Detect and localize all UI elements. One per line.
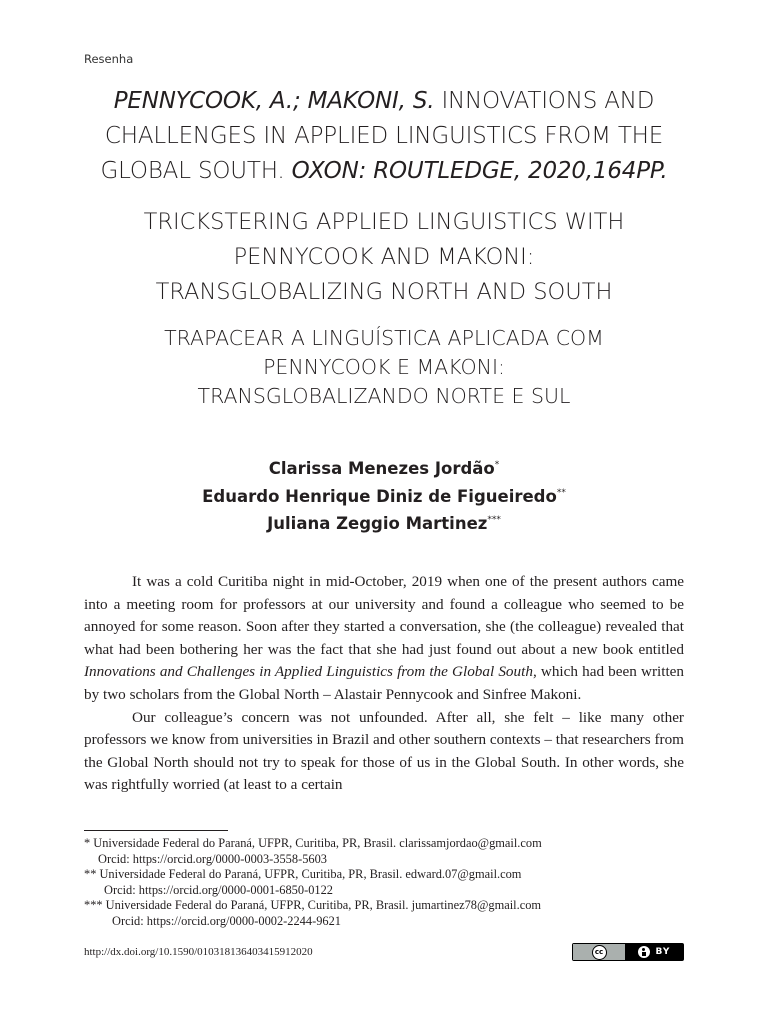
titles-block <box>84 84 684 411</box>
portuguese-title-line: TRAPACEAR A LINGUÍSTICA APLICADA COM <box>164 326 604 350</box>
footnote-affiliation: *** Universidade Federal do Paraná, UFPR, Curitiba, PR, Brasil. jumartinez78@gmail.com <box>84 898 542 913</box>
review-title <box>84 84 684 189</box>
review-title-part2: CHALLENGES IN APPLIED LINGUISTICS FROM THE <box>104 123 664 149</box>
paragraph: It was a cold Curitiba night in mid-October, 2019 when one of the present authors came into a meeting room for professors at our university and found a colleague who seemed to be annoyed for some reason. Soon after they started a conversation, she (the colleague) revealed that what had been bothering her was the fact that she had just found out about a new book entitled Innovations and Challenges in Applied Linguistics from the Global South, which had been written by two scholars from the Global North – Alastair Pennycook and Sinfree Makoni. <box>84 573 684 703</box>
portuguese-title-line: TRANSGLOBALIZANDO NORTE E SUL <box>197 384 571 408</box>
author-name: Eduardo Henrique Diniz de Figueiredo** <box>202 486 566 506</box>
author-name: Clarissa Menezes Jordão* <box>268 459 500 478</box>
book-title: Innovations and Challenges in Applied Linguistics from the Global South <box>84 663 533 681</box>
publisher-info: OXON: ROUTLEDGE, 2020,164PP. <box>291 158 668 184</box>
footnote-mark[interactable]: ** <box>556 487 566 498</box>
creative-commons-icon: cc <box>592 945 607 960</box>
footnote-affiliation: ** Universidade Federal do Paraná, UFPR, Curitiba, PR, Brasil. edward.07@gmail.com <box>84 867 522 882</box>
reviewed-authors: PENNYCOOK, A.; MAKONI, S. <box>113 88 435 114</box>
english-title-line: TRANSGLOBALIZING NORTH AND SOUTH <box>155 279 613 305</box>
doi-link[interactable]: http://dx.doi.org/10.1590/010318136403415912020 <box>84 946 313 958</box>
article-page <box>84 0 684 1024</box>
footnote-orcid[interactable]: Orcid: https://orcid.org/0000-0003-3558-5603 <box>98 851 327 866</box>
section-label: Resenha <box>84 52 134 66</box>
author-name: Juliana Zeggio Martinez*** <box>267 514 501 533</box>
author-list <box>84 455 684 538</box>
license-label: BY <box>655 947 671 957</box>
footnote-orcid[interactable]: Orcid: https://orcid.org/0000-0002-2244-9621 <box>112 913 341 928</box>
footnote-mark[interactable]: * <box>494 460 500 470</box>
review-title-part1: INNOVATIONS AND <box>441 88 655 114</box>
english-title-line: TRICKSTERING APPLIED LINGUISTICS WITH <box>143 209 625 235</box>
footnote-affiliation: * Universidade Federal do Paraná, UFPR, Curitiba, PR, Brasil. clarissamjordao@gmail.com <box>84 836 542 850</box>
footnote-divider <box>84 830 228 831</box>
attribution-icon <box>638 946 650 958</box>
english-title-line: PENNYCOOK AND MAKONI: <box>233 244 535 270</box>
body-text <box>84 571 684 797</box>
portuguese-title-line: PENNYCOOK E MAKONI: <box>263 355 505 379</box>
english-title <box>84 205 684 310</box>
footnote-mark[interactable]: *** <box>487 515 501 525</box>
cc-by-license-badge[interactable] <box>572 943 684 961</box>
paragraph: Our colleague’s concern was not unfounded. After all, she felt – like many other professors we know from universities in Brazil and other southern contexts – that researchers from the Global North should not try to speak for those of us in the Global South. In other words, she was rightfully worried (at least to a certain <box>84 708 684 794</box>
footnotes <box>84 836 684 930</box>
review-title-part3: GLOBAL SOUTH. <box>100 158 285 184</box>
footnote-orcid[interactable]: Orcid: https://orcid.org/0000-0001-6850-0122 <box>104 882 333 897</box>
portuguese-title <box>84 324 684 411</box>
